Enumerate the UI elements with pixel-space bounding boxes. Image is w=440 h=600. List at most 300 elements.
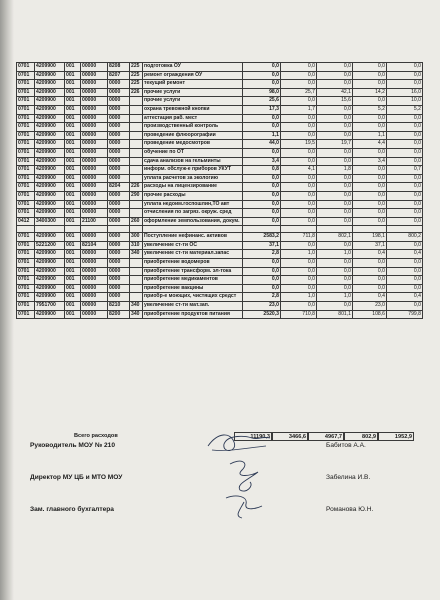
table-cell-v4: 0,0 bbox=[353, 80, 387, 89]
table-cell-kosgu2 bbox=[130, 114, 143, 123]
table-cell-ekr: 0000 bbox=[108, 284, 130, 293]
table-cell-kosgu1: 4209900 bbox=[35, 148, 65, 157]
table-cell-v5: 799,8 bbox=[387, 310, 423, 319]
table-cell-kosgu1: 4209900 bbox=[35, 105, 65, 114]
table-cell-kvr: 0701 bbox=[17, 293, 35, 302]
table-cell-v2: 0,0 bbox=[281, 267, 317, 276]
table-cell-kvr: 0701 bbox=[17, 302, 35, 311]
table-cell-v2: 0,0 bbox=[281, 209, 317, 218]
table-cell-v4: 0,0 bbox=[353, 200, 387, 209]
table-cell-kosgu1: 4209900 bbox=[35, 284, 65, 293]
table-cell-kvr: 0701 bbox=[17, 166, 35, 175]
total-value-2: 3466,6 bbox=[272, 432, 308, 441]
table-cell-ved: 001 bbox=[65, 157, 81, 166]
table-cell-kosgu1: 4209900 bbox=[35, 166, 65, 175]
table-cell-v1: 0,0 bbox=[243, 200, 281, 209]
table-row bbox=[17, 233, 423, 242]
table-cell-name: текущий ремонт bbox=[143, 80, 243, 89]
table-cell-v4: 0,4 bbox=[353, 250, 387, 259]
table-cell-ved: 001 bbox=[65, 105, 81, 114]
table-cell-v2: 0,0 bbox=[281, 157, 317, 166]
table-cell-kosgu2: 340 bbox=[130, 302, 143, 311]
table-cell-ekr: 0000 bbox=[108, 157, 130, 166]
table-cell-ekr: 0000 bbox=[108, 241, 130, 250]
table-cell-v1: 2,8 bbox=[243, 250, 281, 259]
table-cell-kbk: 00000 bbox=[81, 114, 108, 123]
table-cell-kvr: 0701 bbox=[17, 80, 35, 89]
table-row bbox=[17, 310, 423, 319]
signature-name-1: Бабитов А.А. bbox=[326, 442, 366, 449]
scan-edge-shadow bbox=[0, 0, 14, 600]
table-row bbox=[17, 267, 423, 276]
table-cell-kosgu1: 7951700 bbox=[35, 302, 65, 311]
table-cell-v3: 0,0 bbox=[317, 174, 353, 183]
table-cell-ved: 001 bbox=[65, 276, 81, 285]
table-cell-v1: 17,3 bbox=[243, 105, 281, 114]
table-cell-v3: 0,0 bbox=[317, 200, 353, 209]
table-cell-kosgu1: 4209900 bbox=[35, 293, 65, 302]
table-cell-ved: 001 bbox=[65, 191, 81, 200]
table-cell-kosgu2 bbox=[130, 267, 143, 276]
table-cell-v3: 0,0 bbox=[317, 267, 353, 276]
table-cell-v2 bbox=[281, 226, 317, 233]
table-cell-kbk: 00000 bbox=[81, 302, 108, 311]
table-cell-v5: 10,0 bbox=[387, 97, 423, 106]
table-cell-name: приобретение медикаментов bbox=[143, 276, 243, 285]
table-cell-v3: 0,0 bbox=[317, 123, 353, 132]
table-cell-v5: 16,0 bbox=[387, 88, 423, 97]
table-cell-v3: 0,0 bbox=[317, 183, 353, 192]
table-cell-v5: 0,0 bbox=[387, 114, 423, 123]
table-row bbox=[17, 131, 423, 140]
table-row bbox=[17, 148, 423, 157]
table-cell-v5: 0,0 bbox=[387, 123, 423, 132]
document-page bbox=[16, 62, 436, 440]
table-cell-name: увеличение ст-ти мат.зап. bbox=[143, 302, 243, 311]
table-cell-v4: 0,0 bbox=[353, 217, 387, 226]
table-cell-v3: 0,0 bbox=[317, 131, 353, 140]
table-cell-v2: 0,0 bbox=[281, 63, 317, 72]
table-cell-name: приобретение продуктов питания bbox=[143, 310, 243, 319]
table-cell-v4: 0,0 bbox=[353, 71, 387, 80]
table-row bbox=[17, 174, 423, 183]
table-row bbox=[17, 250, 423, 259]
table-cell-v5: 0,0 bbox=[387, 191, 423, 200]
table-cell-kbk: 00000 bbox=[81, 310, 108, 319]
table-cell-v4: 0,0 bbox=[353, 114, 387, 123]
table-cell-v2: 0,0 bbox=[281, 302, 317, 311]
table-cell-kvr: 0412 bbox=[17, 217, 35, 226]
table-cell-v3: 802,1 bbox=[317, 233, 353, 242]
table-cell-kosgu2: 310 bbox=[130, 241, 143, 250]
table-cell-v1: 0,0 bbox=[243, 267, 281, 276]
table-cell-v5: 0,0 bbox=[387, 241, 423, 250]
table-cell-kbk: 00000 bbox=[81, 148, 108, 157]
table-cell-v4: 0,0 bbox=[353, 209, 387, 218]
table-cell-kosgu2 bbox=[130, 148, 143, 157]
signature-name-3: Романова Ю.Н. bbox=[326, 506, 374, 513]
budget-table-body bbox=[17, 63, 423, 319]
table-cell-kbk: 00000 bbox=[81, 259, 108, 268]
table-cell-v4: 0,0 bbox=[353, 191, 387, 200]
table-cell-kvr: 0701 bbox=[17, 191, 35, 200]
table-cell-kosgu2 bbox=[130, 157, 143, 166]
table-cell-v2: 1,7 bbox=[281, 105, 317, 114]
table-cell-v5: 0,0 bbox=[387, 174, 423, 183]
table-cell-v2: 0,0 bbox=[281, 259, 317, 268]
table-cell-v2: 1,0 bbox=[281, 293, 317, 302]
table-cell-v5: 0,0 bbox=[387, 276, 423, 285]
table-cell-v3: 0,0 bbox=[317, 114, 353, 123]
total-value-1: 11190,3 bbox=[234, 432, 272, 441]
table-cell-v4: 0,0 bbox=[353, 284, 387, 293]
table-cell-v3: 0,0 bbox=[317, 157, 353, 166]
table-row bbox=[17, 71, 423, 80]
table-cell-v1: 37,1 bbox=[243, 241, 281, 250]
signature-role-3: Зам. главного бухгалтера bbox=[30, 506, 114, 513]
table-cell-kbk: 00000 bbox=[81, 284, 108, 293]
table-cell-ekr: 0000 bbox=[108, 166, 130, 175]
table-cell-v4: 37,1 bbox=[353, 241, 387, 250]
table-cell-kvr: 0701 bbox=[17, 200, 35, 209]
table-cell-v3: 0,0 bbox=[317, 241, 353, 250]
table-cell-ved: 001 bbox=[65, 71, 81, 80]
table-row bbox=[17, 226, 423, 233]
table-cell-kosgu1: 4209900 bbox=[35, 267, 65, 276]
table-cell-kosgu1: 4209900 bbox=[35, 157, 65, 166]
table-cell-ved: 001 bbox=[65, 302, 81, 311]
table-cell-kvr: 0701 bbox=[17, 276, 35, 285]
table-cell-name bbox=[143, 226, 243, 233]
table-cell-v1: 44,0 bbox=[243, 140, 281, 149]
table-cell-ekr: 0000 bbox=[108, 217, 130, 226]
table-row bbox=[17, 105, 423, 114]
table-cell-v5: 0,0 bbox=[387, 71, 423, 80]
table-row bbox=[17, 183, 423, 192]
table-cell-ved: 001 bbox=[65, 131, 81, 140]
table-cell-ved: 001 bbox=[65, 293, 81, 302]
table-cell-v2: 0,0 bbox=[281, 80, 317, 89]
table-cell-ved: 001 bbox=[65, 97, 81, 106]
table-cell-v4 bbox=[353, 226, 387, 233]
table-cell-kbk: 21100 bbox=[81, 217, 108, 226]
table-cell-v4: 198,1 bbox=[353, 233, 387, 242]
table-cell-kosgu1: 3400300 bbox=[35, 217, 65, 226]
table-cell-v4: 14,2 bbox=[353, 88, 387, 97]
table-cell-ekr: 0000 bbox=[108, 174, 130, 183]
table-cell-v3: 0,0 bbox=[317, 105, 353, 114]
table-cell-v2: 4,1 bbox=[281, 166, 317, 175]
table-cell-v3: 801,1 bbox=[317, 310, 353, 319]
table-cell-v2: 0,0 bbox=[281, 123, 317, 132]
table-cell-v5: 0,0 bbox=[387, 80, 423, 89]
table-cell-kbk: 00000 bbox=[81, 80, 108, 89]
table-cell-name: приобр-е моющих, чистящих средст bbox=[143, 293, 243, 302]
table-cell-v2: 0,0 bbox=[281, 217, 317, 226]
table-cell-v2: 0,0 bbox=[281, 183, 317, 192]
table-cell-ekr: 0000 bbox=[108, 191, 130, 200]
table-cell-name: приобретение водомеров bbox=[143, 259, 243, 268]
table-cell-v5: 0,0 bbox=[387, 259, 423, 268]
table-cell-kosgu2 bbox=[130, 123, 143, 132]
table-cell-v5: 0,0 bbox=[387, 183, 423, 192]
table-cell-kbk: 00000 bbox=[81, 140, 108, 149]
table-cell-v3: 0,0 bbox=[317, 63, 353, 72]
table-cell-ved: 001 bbox=[65, 148, 81, 157]
table-cell-v5: 0,0 bbox=[387, 284, 423, 293]
table-cell-v1: 0,0 bbox=[243, 259, 281, 268]
table-cell-kbk: 00000 bbox=[81, 191, 108, 200]
table-cell-v5: 5,2 bbox=[387, 105, 423, 114]
table-cell-v4: 0,0 bbox=[353, 63, 387, 72]
table-cell-v5: 0,4 bbox=[387, 293, 423, 302]
table-cell-ved: 001 bbox=[65, 259, 81, 268]
table-row bbox=[17, 140, 423, 149]
signature-name-2: Забелина И.В. bbox=[326, 474, 371, 481]
table-cell-ekr: 0000 bbox=[108, 140, 130, 149]
table-row bbox=[17, 259, 423, 268]
table-cell-kosgu2 bbox=[130, 105, 143, 114]
table-cell-v1: 0,0 bbox=[243, 276, 281, 285]
table-cell-name: информ. обслуж-е приборов УКУТ bbox=[143, 166, 243, 175]
table-cell-kvr: 0701 bbox=[17, 88, 35, 97]
table-cell-kosgu2: 226 bbox=[130, 183, 143, 192]
table-cell-kosgu1: 4209900 bbox=[35, 174, 65, 183]
table-cell-v4: 0,0 bbox=[353, 276, 387, 285]
table-cell-v1: 3,4 bbox=[243, 157, 281, 166]
table-cell-kvr: 0701 bbox=[17, 284, 35, 293]
table-cell-kvr: 0701 bbox=[17, 174, 35, 183]
table-cell-kbk: 00000 bbox=[81, 157, 108, 166]
table-cell-v2: 0,0 bbox=[281, 276, 317, 285]
table-cell-name: прочие услуги bbox=[143, 88, 243, 97]
table-cell-kbk: 00000 bbox=[81, 276, 108, 285]
table-cell-name: проведение флюорографии bbox=[143, 131, 243, 140]
table-cell-v2: 0,0 bbox=[281, 191, 317, 200]
table-cell-v5: 0,0 bbox=[387, 131, 423, 140]
table-cell-name: охрана тревожной кнопки bbox=[143, 105, 243, 114]
table-cell-kvr: 0701 bbox=[17, 71, 35, 80]
table-cell-ved: 001 bbox=[65, 63, 81, 72]
table-cell-ved: 001 bbox=[65, 241, 81, 250]
table-cell-v5: 0,0 bbox=[387, 209, 423, 218]
table-cell-v2: 1,0 bbox=[281, 250, 317, 259]
table-cell-kvr: 0701 bbox=[17, 233, 35, 242]
table-cell-v3: 15,6 bbox=[317, 97, 353, 106]
table-cell-kvr: 0701 bbox=[17, 259, 35, 268]
table-cell-ekr: 8200 bbox=[108, 310, 130, 319]
table-cell-kosgu2 bbox=[130, 276, 143, 285]
table-row bbox=[17, 114, 423, 123]
table-cell-kosgu2: 226 bbox=[130, 88, 143, 97]
table-cell-v1: 0,0 bbox=[243, 80, 281, 89]
table-cell-ekr: 0000 bbox=[108, 267, 130, 276]
table-cell-v1: 0,0 bbox=[243, 209, 281, 218]
table-cell-kosgu1: 4209900 bbox=[35, 88, 65, 97]
table-cell-v1: 0,0 bbox=[243, 217, 281, 226]
table-cell-ekr: 0000 bbox=[108, 209, 130, 218]
table-cell-kbk: 00000 bbox=[81, 105, 108, 114]
table-row bbox=[17, 276, 423, 285]
table-cell-kvr: 0701 bbox=[17, 63, 35, 72]
table-cell-v1: 98,0 bbox=[243, 88, 281, 97]
table-cell-v3: 0,0 bbox=[317, 276, 353, 285]
table-cell-v5: 800,2 bbox=[387, 233, 423, 242]
table-cell-v2: 0,0 bbox=[281, 114, 317, 123]
table-cell-name: сдача анализов на гельминты bbox=[143, 157, 243, 166]
table-cell-ekr: 0000 bbox=[108, 105, 130, 114]
table-cell-v3: 1,8 bbox=[317, 166, 353, 175]
table-cell-v5: 0,0 bbox=[387, 200, 423, 209]
table-cell-kosgu2: 225 bbox=[130, 80, 143, 89]
table-cell-v5: 0,4 bbox=[387, 250, 423, 259]
table-cell-v3: 0,0 bbox=[317, 80, 353, 89]
table-cell-v1: 25,6 bbox=[243, 97, 281, 106]
table-cell-v2: 25,7 bbox=[281, 88, 317, 97]
table-row bbox=[17, 97, 423, 106]
table-cell-kosgu2 bbox=[130, 97, 143, 106]
table-cell-name: производственный контроль bbox=[143, 123, 243, 132]
table-cell-v1 bbox=[243, 226, 281, 233]
table-cell-ved: 001 bbox=[65, 217, 81, 226]
table-cell-v5 bbox=[387, 226, 423, 233]
table-cell-v2: 0,0 bbox=[281, 148, 317, 157]
table-cell-kosgu2 bbox=[130, 226, 143, 233]
table-row bbox=[17, 200, 423, 209]
table-cell-v3: 0,0 bbox=[317, 259, 353, 268]
table-cell-v1: 0,8 bbox=[243, 166, 281, 175]
table-cell-kvr: 0701 bbox=[17, 97, 35, 106]
table-cell-kvr: 0701 bbox=[17, 310, 35, 319]
table-cell-v3: 0,0 bbox=[317, 148, 353, 157]
table-cell-v1: 0,0 bbox=[243, 183, 281, 192]
table-cell-ekr: 0000 bbox=[108, 276, 130, 285]
table-row bbox=[17, 217, 423, 226]
table-cell-ved: 001 bbox=[65, 209, 81, 218]
table-cell-v1: 0,0 bbox=[243, 123, 281, 132]
table-cell-v3: 0,0 bbox=[317, 71, 353, 80]
table-cell-v1: 0,0 bbox=[243, 71, 281, 80]
table-cell-v3: 0,0 bbox=[317, 302, 353, 311]
table-cell-v5: 0,0 bbox=[387, 140, 423, 149]
table-cell-ved: 001 bbox=[65, 88, 81, 97]
table-cell-v2: 19,5 bbox=[281, 140, 317, 149]
table-cell-kvr: 0701 bbox=[17, 183, 35, 192]
table-cell-kosgu1: 4209900 bbox=[35, 114, 65, 123]
table-cell-name: отчисления по загряз. окруж. сред bbox=[143, 209, 243, 218]
table-cell-kbk: 00000 bbox=[81, 71, 108, 80]
table-cell-ved: 001 bbox=[65, 114, 81, 123]
table-cell-name: увеличение ст-ти материал.запас bbox=[143, 250, 243, 259]
table-cell-kosgu1: 4209900 bbox=[35, 233, 65, 242]
table-row bbox=[17, 191, 423, 200]
table-cell-v1: 0,0 bbox=[243, 191, 281, 200]
table-cell-v5: 0,7 bbox=[387, 166, 423, 175]
table-cell-kbk: 00000 bbox=[81, 250, 108, 259]
table-cell-kosgu1: 4209900 bbox=[35, 123, 65, 132]
table-cell-ved bbox=[65, 226, 81, 233]
table-cell-v1: 0,0 bbox=[243, 284, 281, 293]
table-cell-ekr: 0000 bbox=[108, 123, 130, 132]
table-cell-ved: 001 bbox=[65, 174, 81, 183]
table-cell-kbk: 00000 bbox=[81, 174, 108, 183]
table-row bbox=[17, 209, 423, 218]
table-cell-kosgu2 bbox=[130, 259, 143, 268]
table-cell-kosgu1: 4209900 bbox=[35, 191, 65, 200]
table-cell-kvr: 0701 bbox=[17, 250, 35, 259]
total-value-5: 1952,9 bbox=[378, 432, 414, 441]
table-cell-kosgu1: 4209900 bbox=[35, 71, 65, 80]
table-cell-kvr: 0701 bbox=[17, 105, 35, 114]
table-cell-kosgu2: 225 bbox=[130, 71, 143, 80]
table-row bbox=[17, 284, 423, 293]
table-cell-name: Поступление нефинанс. активов bbox=[143, 233, 243, 242]
table-cell-kosgu2 bbox=[130, 166, 143, 175]
table-cell-name: прочие услуги bbox=[143, 97, 243, 106]
table-cell-v4: 5,2 bbox=[353, 105, 387, 114]
table-cell-v4: 0,0 bbox=[353, 259, 387, 268]
table-cell-ekr: 0000 bbox=[108, 114, 130, 123]
table-cell-v4: 0,0 bbox=[353, 267, 387, 276]
table-cell-kosgu2: 300 bbox=[130, 233, 143, 242]
table-cell-v3: 1,0 bbox=[317, 293, 353, 302]
table-cell-ekr: 0000 bbox=[108, 80, 130, 89]
table-cell-v5: 0,0 bbox=[387, 148, 423, 157]
table-cell-kvr: 0701 bbox=[17, 140, 35, 149]
table-cell-ekr: 0000 bbox=[108, 131, 130, 140]
table-cell-kosgu2 bbox=[130, 140, 143, 149]
table-cell-v2: 0,0 bbox=[281, 71, 317, 80]
table-cell-kbk: 00000 bbox=[81, 166, 108, 175]
table-cell-name: проведение медосмотров bbox=[143, 140, 243, 149]
total-label: Всего расходов bbox=[74, 433, 118, 439]
table-cell-v4: 0,0 bbox=[353, 183, 387, 192]
table-row bbox=[17, 123, 423, 132]
table-cell-ekr: 0000 bbox=[108, 293, 130, 302]
table-cell-v3: 0,0 bbox=[317, 217, 353, 226]
table-cell-name: прочие расходы bbox=[143, 191, 243, 200]
table-cell-kvr: 0701 bbox=[17, 148, 35, 157]
table-cell-kosgu1: 4209900 bbox=[35, 131, 65, 140]
table-cell-v2: 0,0 bbox=[281, 97, 317, 106]
table-cell-v5: 0,0 bbox=[387, 63, 423, 72]
table-cell-ved: 001 bbox=[65, 284, 81, 293]
table-cell-ekr: 8204 bbox=[108, 183, 130, 192]
signature-role-1: Руководитель МОУ № 210 bbox=[30, 442, 115, 449]
table-cell-kvr: 0701 bbox=[17, 267, 35, 276]
table-cell-kosgu1: 4209900 bbox=[35, 276, 65, 285]
table-cell-kosgu1: 4209900 bbox=[35, 250, 65, 259]
table-cell-kosgu1: 4209900 bbox=[35, 80, 65, 89]
table-cell-kbk: 00000 bbox=[81, 267, 108, 276]
table-cell-kosgu1: 4209900 bbox=[35, 63, 65, 72]
table-cell-kosgu1 bbox=[35, 226, 65, 233]
table-cell-kosgu2: 290 bbox=[130, 191, 143, 200]
table-cell-v2: 0,0 bbox=[281, 284, 317, 293]
table-cell-ekr: 8207 bbox=[108, 71, 130, 80]
table-cell-ved: 001 bbox=[65, 310, 81, 319]
table-row bbox=[17, 166, 423, 175]
table-cell-kbk bbox=[81, 226, 108, 233]
table-cell-v3: 0,0 bbox=[317, 191, 353, 200]
table-cell-v1: 0,0 bbox=[243, 148, 281, 157]
table-cell-v3: 19,7 bbox=[317, 140, 353, 149]
table-cell-v4: 0,0 bbox=[353, 97, 387, 106]
table-cell-v1: 0,0 bbox=[243, 114, 281, 123]
table-cell-kosgu1: 4209900 bbox=[35, 310, 65, 319]
table-cell-kosgu2 bbox=[130, 174, 143, 183]
table-cell-kosgu2: 340 bbox=[130, 250, 143, 259]
